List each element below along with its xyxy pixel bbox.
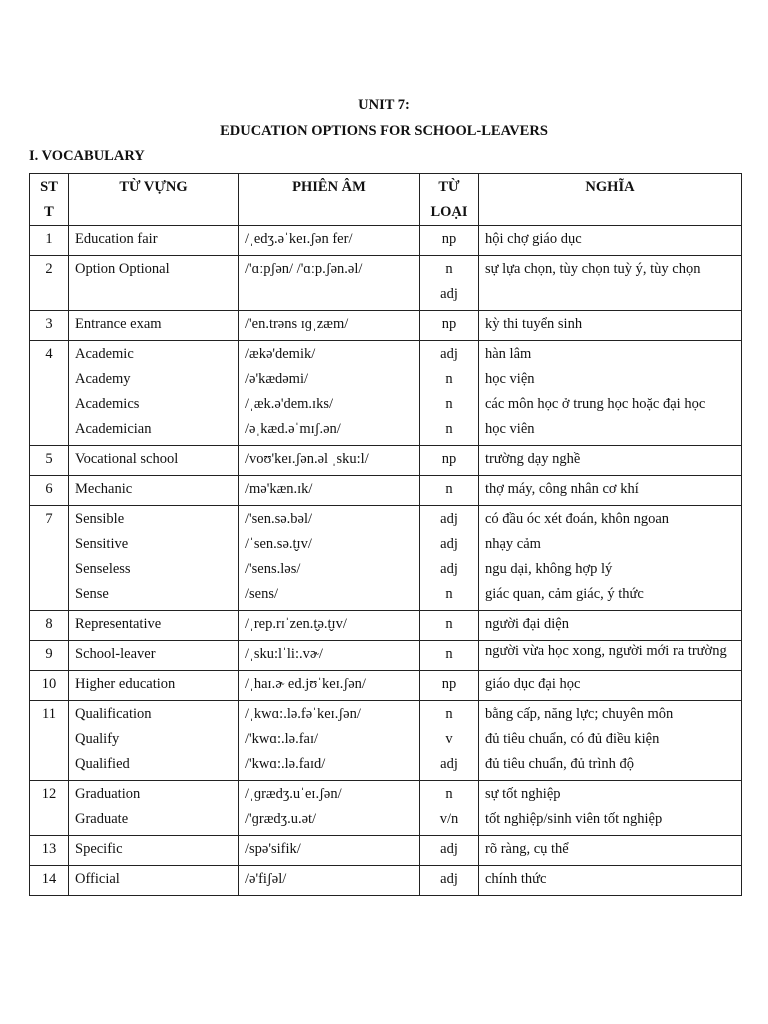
table-header-row [30, 174, 742, 226]
part-of-speech: adj [440, 871, 458, 887]
header-stt-line1: ST [40, 179, 58, 195]
phonetic-cell [239, 611, 420, 641]
vocab-word: Sensitive [75, 536, 129, 552]
table-row [30, 311, 742, 341]
part-of-speech: adj [440, 841, 458, 857]
part-of-speech: n [445, 706, 453, 722]
table-row [30, 641, 742, 671]
meaning: học viên [485, 421, 535, 437]
table-row [30, 476, 742, 506]
header-stt [30, 174, 69, 226]
phonetic: /'kwɑ:.lə.faɪ/ [245, 731, 319, 747]
vocab-word: Senseless [75, 561, 131, 577]
header-phonetic: PHIÊN ÂM [239, 174, 420, 226]
vocab-word: Official [75, 871, 120, 887]
vocab-word-cell [69, 476, 239, 506]
meaning: các môn học ở trung học hoặc đại học [485, 396, 706, 412]
phonetic-cell [239, 506, 420, 611]
vocab-word-cell [69, 866, 239, 896]
part-of-speech: np [441, 676, 457, 692]
phonetic-cell [239, 701, 420, 781]
vocab-word: Graduation [75, 786, 141, 802]
table-row [30, 611, 742, 641]
part-of-speech-cell [420, 226, 479, 256]
vocab-word: Entrance exam [75, 316, 162, 332]
part-of-speech-cell [420, 311, 479, 341]
phonetic: /'sen.sə.bəl/ [245, 511, 313, 527]
vocab-word-cell [69, 226, 239, 256]
vocab-word-cell [69, 671, 239, 701]
meaning: sự tốt nghiệp [485, 786, 561, 802]
part-of-speech: n [445, 481, 453, 497]
meaning: giác quan, cảm giác, ý thức [485, 586, 644, 602]
vocab-word: Qualified [75, 756, 130, 772]
vocab-word: Sensible [75, 511, 125, 527]
phonetic-cell [239, 341, 420, 446]
phonetic-cell [239, 311, 420, 341]
phonetic: /'en.trəns ɪɡˌzæm/ [245, 316, 349, 332]
meaning: đủ tiêu chuẩn, có đủ điều kiện [485, 731, 660, 747]
meaning-cell [479, 671, 742, 701]
table-row [30, 866, 742, 896]
phonetic-cell [239, 476, 420, 506]
meaning-cell [479, 836, 742, 866]
meaning-cell [479, 701, 742, 781]
phonetic-cell [239, 781, 420, 836]
phonetic: /'ɡrædʒ.u.ət/ [245, 811, 317, 827]
table-row [30, 671, 742, 701]
meaning: hàn lâm [485, 346, 532, 362]
meaning-cell [479, 226, 742, 256]
meaning: hội chợ giáo dục [485, 231, 582, 247]
part-of-speech: adj [440, 561, 458, 577]
part-of-speech: n [445, 646, 453, 662]
meaning: học viện [485, 371, 535, 387]
table-row [30, 341, 742, 446]
row-number: 5 [30, 446, 69, 476]
phonetic: /spə'sifik/ [245, 841, 301, 857]
row-number: 7 [30, 506, 69, 611]
meaning: giáo dục đại học [485, 676, 581, 692]
table-row [30, 226, 742, 256]
meaning: có đầu óc xét đoán, khôn ngoan [485, 511, 670, 527]
part-of-speech-cell [420, 641, 479, 671]
header-pos [420, 174, 479, 226]
row-number: 14 [30, 866, 69, 896]
part-of-speech-cell [420, 341, 479, 446]
meaning-cell [479, 256, 742, 311]
row-number: 1 [30, 226, 69, 256]
meaning-cell [479, 476, 742, 506]
phonetic: /ˌæk.ə'dem.ɪks/ [245, 396, 333, 412]
part-of-speech: v/n [439, 811, 459, 827]
meaning: sự lựa chọn, tùy chọn tuỳ ý, tùy chọn [485, 261, 701, 277]
vocab-word-cell [69, 641, 239, 671]
part-of-speech: adj [440, 756, 458, 772]
vocab-word: Higher education [75, 676, 176, 692]
part-of-speech: adj [440, 536, 458, 552]
table-row [30, 836, 742, 866]
part-of-speech: n [445, 786, 453, 802]
part-of-speech-cell [420, 836, 479, 866]
phonetic: /'kwɑ:.lə.faɪd/ [245, 756, 326, 772]
phonetic: /'ɑːpʃən/ /'ɑːp.ʃən.əl/ [245, 261, 363, 277]
meaning: người vừa học xong, người mới ra trường [485, 643, 727, 659]
phonetic-cell [239, 641, 420, 671]
phonetic: /əˌkæd.əˈmɪʃ.ən/ [245, 421, 341, 437]
part-of-speech: n [445, 396, 453, 412]
vocab-word-cell [69, 611, 239, 641]
vocab-word: Vocational school [75, 451, 179, 467]
phonetic: /ˈsen.sə.t̬ɪv/ [245, 536, 312, 552]
vocab-word: School-leaver [75, 646, 156, 662]
unit-subtitle: EDUCATION OPTIONS FOR SCHOOL-LEAVERS [220, 123, 548, 139]
part-of-speech-cell [420, 701, 479, 781]
phonetic: /ˌhaɪ.ɚ ed.jʊˈkeɪ.ʃən/ [245, 676, 366, 692]
part-of-speech: v [445, 731, 453, 747]
part-of-speech: n [445, 371, 453, 387]
vocab-word-cell [69, 446, 239, 476]
vocab-word: Qualification [75, 706, 152, 722]
row-number: 2 [30, 256, 69, 311]
meaning-cell [479, 341, 742, 446]
phonetic-cell [239, 226, 420, 256]
meaning: trường dạy nghề [485, 451, 581, 467]
part-of-speech-cell [420, 866, 479, 896]
row-number: 13 [30, 836, 69, 866]
part-of-speech: n [445, 261, 453, 277]
unit-title: UNIT 7: [358, 97, 410, 113]
header-stt-line2: T [44, 204, 54, 220]
part-of-speech: adj [440, 286, 458, 302]
part-of-speech: n [445, 616, 453, 632]
part-of-speech: n [445, 586, 453, 602]
meaning-cell [479, 866, 742, 896]
vocab-word-cell [69, 506, 239, 611]
section-heading: I. VOCABULARY [29, 148, 145, 164]
part-of-speech-cell [420, 256, 479, 311]
table-row [30, 701, 742, 781]
row-number: 8 [30, 611, 69, 641]
meaning: chính thức [485, 871, 547, 887]
phonetic: /ˌrep.rɪˈzen.t̬ə.t̬ɪv/ [245, 616, 347, 632]
vocab-word: Academician [75, 421, 152, 437]
vocab-word-cell [69, 836, 239, 866]
part-of-speech-cell [420, 611, 479, 641]
row-number: 12 [30, 781, 69, 836]
meaning: đủ tiêu chuẩn, đủ trình độ [485, 756, 635, 772]
part-of-speech: np [441, 231, 457, 247]
part-of-speech: np [441, 451, 457, 467]
vocab-word: Academic [75, 346, 134, 362]
phonetic: /ə'fiʃəl/ [245, 871, 287, 887]
table-body [30, 226, 742, 896]
header-pos-line1: TỪ [438, 179, 460, 195]
meaning: rõ ràng, cụ thể [485, 841, 569, 857]
meaning: kỳ thi tuyển sinh [485, 316, 583, 332]
phonetic: /ækə'demik/ [245, 346, 316, 362]
meaning: tốt nghiệp/sinh viên tốt nghiệp [485, 811, 663, 827]
phonetic: /sens/ [245, 586, 279, 602]
row-number: 11 [30, 701, 69, 781]
vocabulary-table [29, 173, 742, 896]
vocab-word-cell [69, 701, 239, 781]
part-of-speech: adj [440, 511, 458, 527]
meaning-cell [479, 506, 742, 611]
meaning-cell [479, 781, 742, 836]
meaning: bằng cấp, năng lực; chuyên môn [485, 706, 674, 722]
vocab-word: Academics [75, 396, 140, 412]
vocab-word: Representative [75, 616, 162, 632]
phonetic: /ˌedʒ.əˈkeɪ.ʃən fer/ [245, 231, 353, 247]
table-row [30, 446, 742, 476]
row-number: 4 [30, 341, 69, 446]
meaning: thợ máy, công nhân cơ khí [485, 481, 639, 497]
row-number: 9 [30, 641, 69, 671]
table-row [30, 256, 742, 311]
meaning-cell [479, 611, 742, 641]
meaning: ngu dại, không hợp lý [485, 561, 613, 577]
vocab-word: Specific [75, 841, 123, 857]
phonetic: /ə'kædəmi/ [245, 371, 309, 387]
vocab-word: Academy [75, 371, 131, 387]
phonetic: /ˌsku:lˈli:.vɚ/ [245, 646, 323, 662]
part-of-speech-cell [420, 446, 479, 476]
phonetic: /'sens.ləs/ [245, 561, 301, 577]
vocab-word: Sense [75, 586, 109, 602]
part-of-speech-cell [420, 781, 479, 836]
phonetic-cell [239, 446, 420, 476]
part-of-speech: n [445, 421, 453, 437]
row-number: 3 [30, 311, 69, 341]
header-meaning: NGHĨA [479, 174, 742, 226]
row-number: 6 [30, 476, 69, 506]
phonetic: /ˌɡrædʒ.uˈeɪ.ʃən/ [245, 786, 342, 802]
part-of-speech: adj [440, 346, 458, 362]
part-of-speech-cell [420, 506, 479, 611]
phonetic-cell [239, 866, 420, 896]
meaning-cell [479, 641, 742, 671]
phonetic-cell [239, 256, 420, 311]
part-of-speech: np [441, 316, 457, 332]
phonetic-cell [239, 836, 420, 866]
vocab-word: Qualify [75, 731, 120, 747]
header-word: TỪ VỰNG [69, 174, 239, 226]
row-number: 10 [30, 671, 69, 701]
vocab-word: Mechanic [75, 481, 133, 497]
table-row [30, 506, 742, 611]
vocab-word-cell [69, 311, 239, 341]
vocab-word-cell [69, 256, 239, 311]
table-row [30, 781, 742, 836]
phonetic: /voʊ'keɪ.ʃən.əl ˌsku:l/ [245, 451, 369, 467]
phonetic: /ˌkwɑ:.lə.fəˈkeɪ.ʃən/ [245, 706, 361, 722]
vocab-word: Graduate [75, 811, 129, 827]
vocab-word-cell [69, 781, 239, 836]
meaning-cell [479, 446, 742, 476]
phonetic-cell [239, 671, 420, 701]
part-of-speech-cell [420, 476, 479, 506]
header-pos-line2: LOẠI [430, 204, 468, 220]
phonetic: /mə'kæn.ɪk/ [245, 481, 313, 497]
vocab-word: Option Optional [75, 261, 170, 277]
meaning-cell [479, 311, 742, 341]
meaning: nhạy cảm [485, 536, 541, 552]
vocab-word-cell [69, 341, 239, 446]
vocab-word: Education fair [75, 231, 158, 247]
part-of-speech-cell [420, 671, 479, 701]
meaning: người đại diện [485, 616, 569, 632]
